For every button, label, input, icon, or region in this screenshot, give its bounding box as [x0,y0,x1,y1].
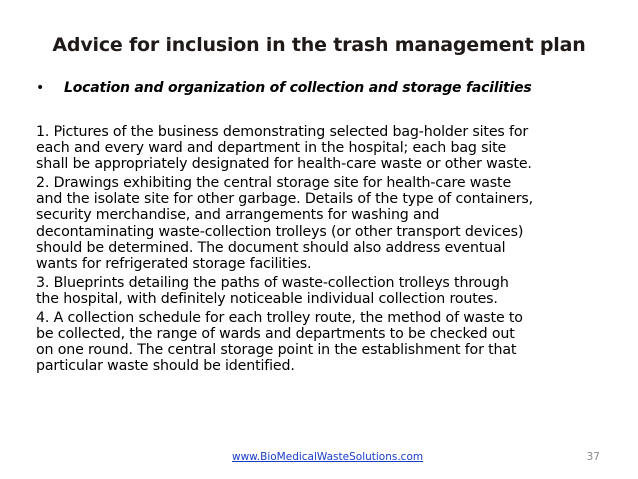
paragraph-line: 1. Pictures of the business demonstrating selected bag-holder sites for [36,124,529,140]
body-text [36,124,616,377]
paragraph-4 [36,310,616,374]
paragraph-line: particular waste should be identified. [36,358,295,375]
paragraph-line: the hospital, with definitely noticeable individual collection routes. [36,290,498,307]
paragraph-2 [36,175,616,272]
paragraph-line: 4. A collection schedule for each trolley route, the method of waste to [36,310,523,327]
paragraph-line: 3. Blueprints detailing the paths of waste-collection trolleys through [36,274,509,291]
paragraph-line: should be determined. The document should also address eventual [36,239,506,256]
bullet-text: Location and organization of collection and storage facilities [64,80,532,96]
paragraph-3 [36,275,616,307]
paragraph-line: on one round. The central storage point in the establishment for that [36,342,517,359]
paragraph-line: and the isolate site for other garbage. Details of the type of containers, [36,191,533,208]
slide-title: Advice for inclusion in the trash management plan [52,34,586,56]
website-link[interactable]: www.BioMedicalWasteSolutions.com [232,451,424,463]
paragraph-1 [36,124,616,172]
paragraph-line: each and every ward and department in the hospital; each bag site [36,140,507,157]
paragraph-line: shall be appropriately designated for health-care waste or other waste. [36,156,532,173]
paragraph-line: decontaminating waste-collection trolleys (or other transport devices) [36,223,524,240]
page-number: 37 [586,451,600,463]
paragraph-line: 2. Drawings exhibiting the central storage site for health-care waste [36,175,512,192]
bullet-item [36,80,616,96]
paragraph-line: wants for refrigerated storage facilities. [36,255,312,272]
bullet-icon: • [36,80,45,96]
paragraph-line: be collected, the range of wards and departments to be checked out [36,326,515,343]
paragraph-line: security merchandise, and arrangements for washing and [36,207,440,224]
